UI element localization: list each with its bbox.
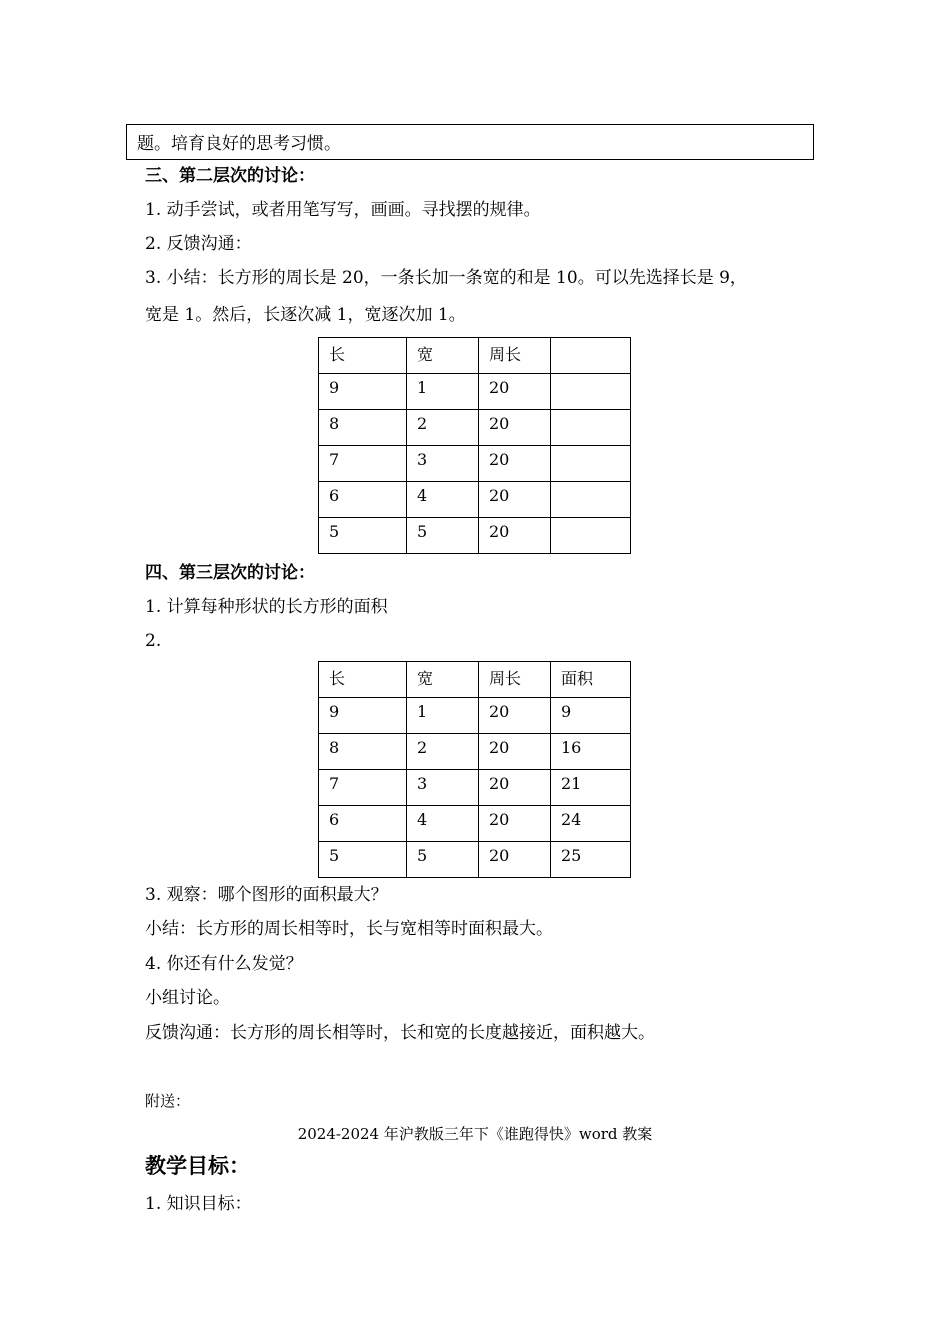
table-cell: 4 [407, 806, 479, 842]
table-cell [551, 518, 631, 554]
table-cell: 长 [319, 338, 407, 374]
table-cell: 7 [319, 770, 407, 806]
table-cell: 9 [551, 698, 631, 734]
table-cell: 20 [479, 734, 551, 770]
table-cell: 2 [407, 410, 479, 446]
table-cell: 1 [407, 374, 479, 410]
table-cell: 5 [407, 842, 479, 878]
observation-line: 3. 观察：哪个图形的面积最大？ [145, 885, 388, 905]
table-cell: 8 [319, 410, 407, 446]
table-cell: 20 [479, 518, 551, 554]
section3-item: 宽是 1。然后，长逐次减 1，宽逐次加 1。 [145, 305, 466, 325]
table-cell: 20 [479, 770, 551, 806]
table-cell: 16 [551, 734, 631, 770]
appendix-label: 附送： [145, 1092, 191, 1110]
table-cell: 24 [551, 806, 631, 842]
table-cell: 3 [407, 446, 479, 482]
table-cell: 21 [551, 770, 631, 806]
section3-item: 3. 小结：长方形的周长是 20，一条长加一条宽的和是 10。可以先选择长是 9， [145, 268, 747, 288]
section3-item: 2. 反馈沟通： [145, 234, 252, 254]
table-cell: 9 [319, 374, 407, 410]
objectives-item: 1. 知识目标： [145, 1194, 252, 1214]
table-cell: 20 [479, 482, 551, 518]
table-row [319, 842, 631, 878]
table-cell: 4 [407, 482, 479, 518]
section3-heading: 三、第二层次的讨论： [145, 166, 315, 186]
table-cell: 3 [407, 770, 479, 806]
length-width-table [318, 337, 631, 554]
table-cell: 5 [319, 518, 407, 554]
table-row [319, 770, 631, 806]
section4-item: 1. 计算每种形状的长方形的面积 [145, 597, 388, 617]
table-cell: 6 [319, 806, 407, 842]
table-row [319, 374, 631, 410]
section4-item: 2. [145, 631, 162, 651]
table-cell [551, 374, 631, 410]
table-cell: 5 [319, 842, 407, 878]
table-row [319, 518, 631, 554]
table-cell: 6 [319, 482, 407, 518]
objectives-heading: 教学目标： [145, 1153, 250, 1178]
table-row [319, 806, 631, 842]
table-cell: 长 [319, 662, 407, 698]
table-row [319, 734, 631, 770]
table-cell: 20 [479, 806, 551, 842]
group-discussion-line: 小组讨论。 [145, 988, 230, 1008]
table-cell: 7 [319, 446, 407, 482]
table-cell: 1 [407, 698, 479, 734]
feedback-line: 反馈沟通：长方形的周长相等时，长和宽的长度越接近，面积越大。 [145, 1023, 655, 1043]
table-cell: 25 [551, 842, 631, 878]
table-row [319, 410, 631, 446]
section4-heading: 四、第三层次的讨论： [145, 563, 315, 583]
table-cell: 周长 [479, 662, 551, 698]
table-cell: 20 [479, 410, 551, 446]
appendix-title: 2024-2024 年沪教版三年下《谁跑得快》word 教案 [297, 1125, 653, 1143]
table-row [319, 446, 631, 482]
table-cell: 9 [319, 698, 407, 734]
table-cell [551, 410, 631, 446]
table-row [319, 482, 631, 518]
summary-line: 小结：长方形的周长相等时，长与宽相等时面积最大。 [145, 919, 553, 939]
table-header-row [319, 338, 631, 374]
table-header-row [319, 662, 631, 698]
question-line: 4. 你还有什么发觉？ [145, 954, 303, 974]
boxed-paragraph [126, 124, 814, 160]
table-cell: 5 [407, 518, 479, 554]
area-table [318, 661, 631, 878]
table-cell: 20 [479, 446, 551, 482]
table-cell [551, 338, 631, 374]
table-cell: 2 [407, 734, 479, 770]
table-row [319, 698, 631, 734]
table-cell: 20 [479, 374, 551, 410]
table-cell: 20 [479, 698, 551, 734]
table-cell: 20 [479, 842, 551, 878]
section3-item: 1. 动手尝试，或者用笔写写，画画。寻找摆的规律。 [145, 200, 541, 220]
boxed-text: 题。培育良好的思考习惯。 [137, 134, 341, 154]
table-cell [551, 482, 631, 518]
table-cell: 宽 [407, 662, 479, 698]
table-cell: 面积 [551, 662, 631, 698]
table-cell: 周长 [479, 338, 551, 374]
table-cell [551, 446, 631, 482]
table-cell: 8 [319, 734, 407, 770]
table-cell: 宽 [407, 338, 479, 374]
